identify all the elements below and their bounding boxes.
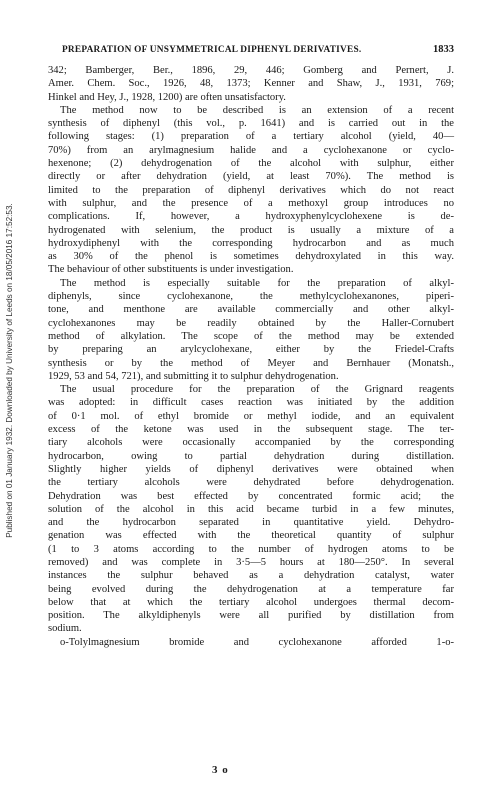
text-line: 342; Bamberger, Ber., 1896, 29, 446; Gomberg and Pernert, J. (48, 65, 454, 76)
text-line: instances the sulphur behaved as a dehydration catalyst, water (48, 570, 454, 582)
text-line: solution of the alcohol in this acid became turbid in a few minutes, (48, 503, 454, 515)
text-line: Amer. Chem. Soc., 1926, 48, 1373; Kenner and Shaw, J., 1931, 769; (48, 78, 454, 90)
text-line: and the hydrocarbon separated in quantitative yield. Dehydro- (48, 517, 454, 529)
text-line: sodium. (48, 623, 82, 635)
page-number: 1833 (433, 44, 454, 55)
text-line: the tertiary alcohols were dehydrated before dehydrogenation. (48, 477, 454, 489)
text-line: of 0·1 mol. of ethyl bromide or methyl iodide, and an equivalent (48, 410, 454, 422)
text-line: Hinkel and Hey, J., 1928, 1200) are often unsatisfactory. (48, 91, 286, 103)
text-line: hydrocarbon, owing to partial dehydration during distillation. (48, 450, 454, 462)
text-line: directly or after dehydration (yield, at least 70%). The method is (48, 171, 454, 183)
text-line: limited to the preparation of diphenyl derivatives which do not react (48, 184, 454, 196)
text-line: excess of the ketone was used in the subsequent stage. The ter- (48, 424, 454, 436)
text-line: Slightly higher yields of diphenyl derivatives were obtained when (48, 463, 454, 475)
text-line: complications. If, however, a hydroxyphenylcyclohexene is de- (48, 211, 454, 223)
text-line: following stages: (1) preparation of a tertiary alcohol (yield, 40— (48, 131, 454, 143)
text-line: by preparing an arylcyclohexane, either by the Friedel-Crafts (48, 344, 454, 356)
text-line: synthesis of diphenyl (this vol., p. 1641) and is carried out in the (48, 118, 454, 130)
text-line: with sulphur, and the presence of a methoxyl group introduces no (48, 197, 454, 209)
side-note-text: Published on 01 January 1932. Downloaded by University of Leeds on 18/05/2016 17:52:53. (4, 202, 14, 538)
body-text (48, 64, 454, 649)
text-line: (1 to 3 atoms according to the number of hydrogen atoms to be (48, 543, 454, 555)
text-line: hydrogenated with selenium, the product is usually a mixture of a (48, 224, 454, 236)
paragraph-start-line: The method is especially suitable for the preparation of alkyl- (60, 277, 454, 289)
paragraph-start-line: o-Tolylmagnesium bromide and cyclohexanone afforded 1-o- (60, 636, 454, 648)
text-line: genation was effected with the theoretical quantity of sulphur (48, 530, 454, 542)
text-line: was adopted: in difficult cases reaction was initiated by the addition (48, 397, 454, 409)
running-title: PREPARATION OF UNSYMMETRICAL DIPHENYL DERIVATIVES. (62, 45, 362, 55)
publication-side-note (2, 90, 16, 650)
paragraph-start-line: The usual procedure for the preparation of the Grignard reagents (60, 384, 454, 396)
text-line: tone, and menthone are available commercially and other alkyl- (48, 304, 454, 316)
text-line: position. The alkyldiphenyls were all purified by distillation from (48, 610, 454, 622)
running-header (62, 44, 454, 55)
text-line: removed) and was complete in 3·5—5 hours at 180—250°. In several (48, 556, 454, 568)
text-line: hexenone; (2) dehydrogenation of the alcohol with sulphur, either (48, 158, 454, 170)
text-line: Dehydration was best effected by concentrated formic acid; the (48, 490, 454, 502)
text-line: being evolved during the dehydrogenation at a temperature far (48, 583, 454, 595)
text-line: below that at which the tertiary alcohol undergoes thermal decom- (48, 596, 454, 608)
text-line: hydroxydiphenyl with the corresponding hydrocarbon and as much (48, 237, 454, 249)
text-line: diphenyls, since cyclohexanone, the methylcyclohexanones, piperi- (48, 291, 454, 303)
paragraph-start-line: The method now to be described is an extension of a recent (60, 104, 454, 116)
signature-mark: 3 o (212, 764, 229, 776)
text-line: method of alkylation. The scope of the method may be extended (48, 330, 454, 342)
text-line: synthesis or by the method of Meyer and Bernhauer (Monatsh., (48, 357, 454, 369)
text-line: cyclohexanones may be readily obtained by the Haller-Cornubert (48, 317, 454, 329)
text-line: as 30% of the phenol is sometimes dehydroxylated in this way. (48, 251, 454, 263)
text-line: The behaviour of other substituents is under investigation. (48, 264, 294, 276)
text-line: 70%) from an arylmagnesium halide and a cyclohexanone or cyclo- (48, 144, 454, 156)
text-line: 1929, 53 and 54, 721), and submitting it to sulphur dehydrogenation. (48, 370, 339, 382)
text-line: tiary alcohols were occasionally accompanied by the corresponding (48, 437, 454, 449)
